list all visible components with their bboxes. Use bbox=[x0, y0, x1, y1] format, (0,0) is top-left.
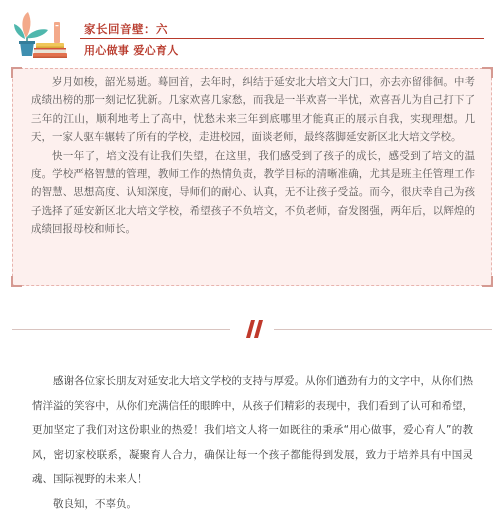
school-reply-message bbox=[32, 369, 473, 517]
article-header bbox=[0, 0, 504, 62]
letter-paragraph: 岁月如梭，韶光易逝。蓦回首，去年时，纠结于延安北大培文大门口，亦去亦留徘徊。中考成绩出榜的那一刻记忆犹新。几家欢喜几家愁，而我是一半欢喜一半忧，欢喜吾儿为自己打下了三年的江山，顺利地考上了高中，忧愁未来三年到底哪里才能真正的展示自我，实现理想。几天，一家人驱车辗转了所有的学校，走进校园，面谈老师，最终落脚延安新区北大培文学校。 bbox=[31, 76, 475, 144]
corner-ornament bbox=[11, 67, 22, 78]
page-title: 家长回音壁：六 bbox=[84, 22, 168, 36]
double-slash-icon bbox=[230, 316, 274, 342]
parent-letter-card bbox=[12, 68, 492, 286]
message-paragraph: 敬良知，不辜负。 bbox=[53, 497, 137, 510]
corner-ornament bbox=[482, 67, 493, 78]
header-rule bbox=[80, 38, 484, 39]
corner-ornament bbox=[482, 276, 493, 287]
page-subtitle: 用心做事 爱心育人 bbox=[84, 44, 179, 57]
corner-ornament bbox=[11, 276, 22, 287]
message-paragraph: 感谢各位家长朋友对延安北大培文学校的支持与厚爱。从你们遒劲有力的文字中，从你们热情洋溢的笑容中，从你们充满信任的眼眸中，从孩子们精彩的表现中，我们看到了认可和希望，更加坚定了我们对这份职业的热爱！我们培文人将一如既往的秉承“用心做事，爱心育人”的教风，密切家校联系，凝聚育人合力，确保让每一个孩子都能得到发展，致力于培养具有中国灵魂、国际视野的未来人！ bbox=[32, 375, 473, 486]
books-plant-icon bbox=[12, 8, 68, 60]
letter-paragraph: 快一年了，培文没有让我们失望，在这里，我们感受到了孩子的成长，感受到了培文的温度。学校严格智慧的管理，教师工作的热情负责，教学目标的清晰准确，尤其是班主任管理工作的智慧、思想高度、认知深度，导师们的耐心、认真，无不让孩子受益。而今，很庆幸自己为孩子选择了延安新区北大培文学校，希望孩子不负培文，不负老师，奋发图强，两年后，以辉煌的成绩回报母校和师长。 bbox=[31, 149, 475, 236]
parent-letter-text bbox=[31, 73, 475, 239]
